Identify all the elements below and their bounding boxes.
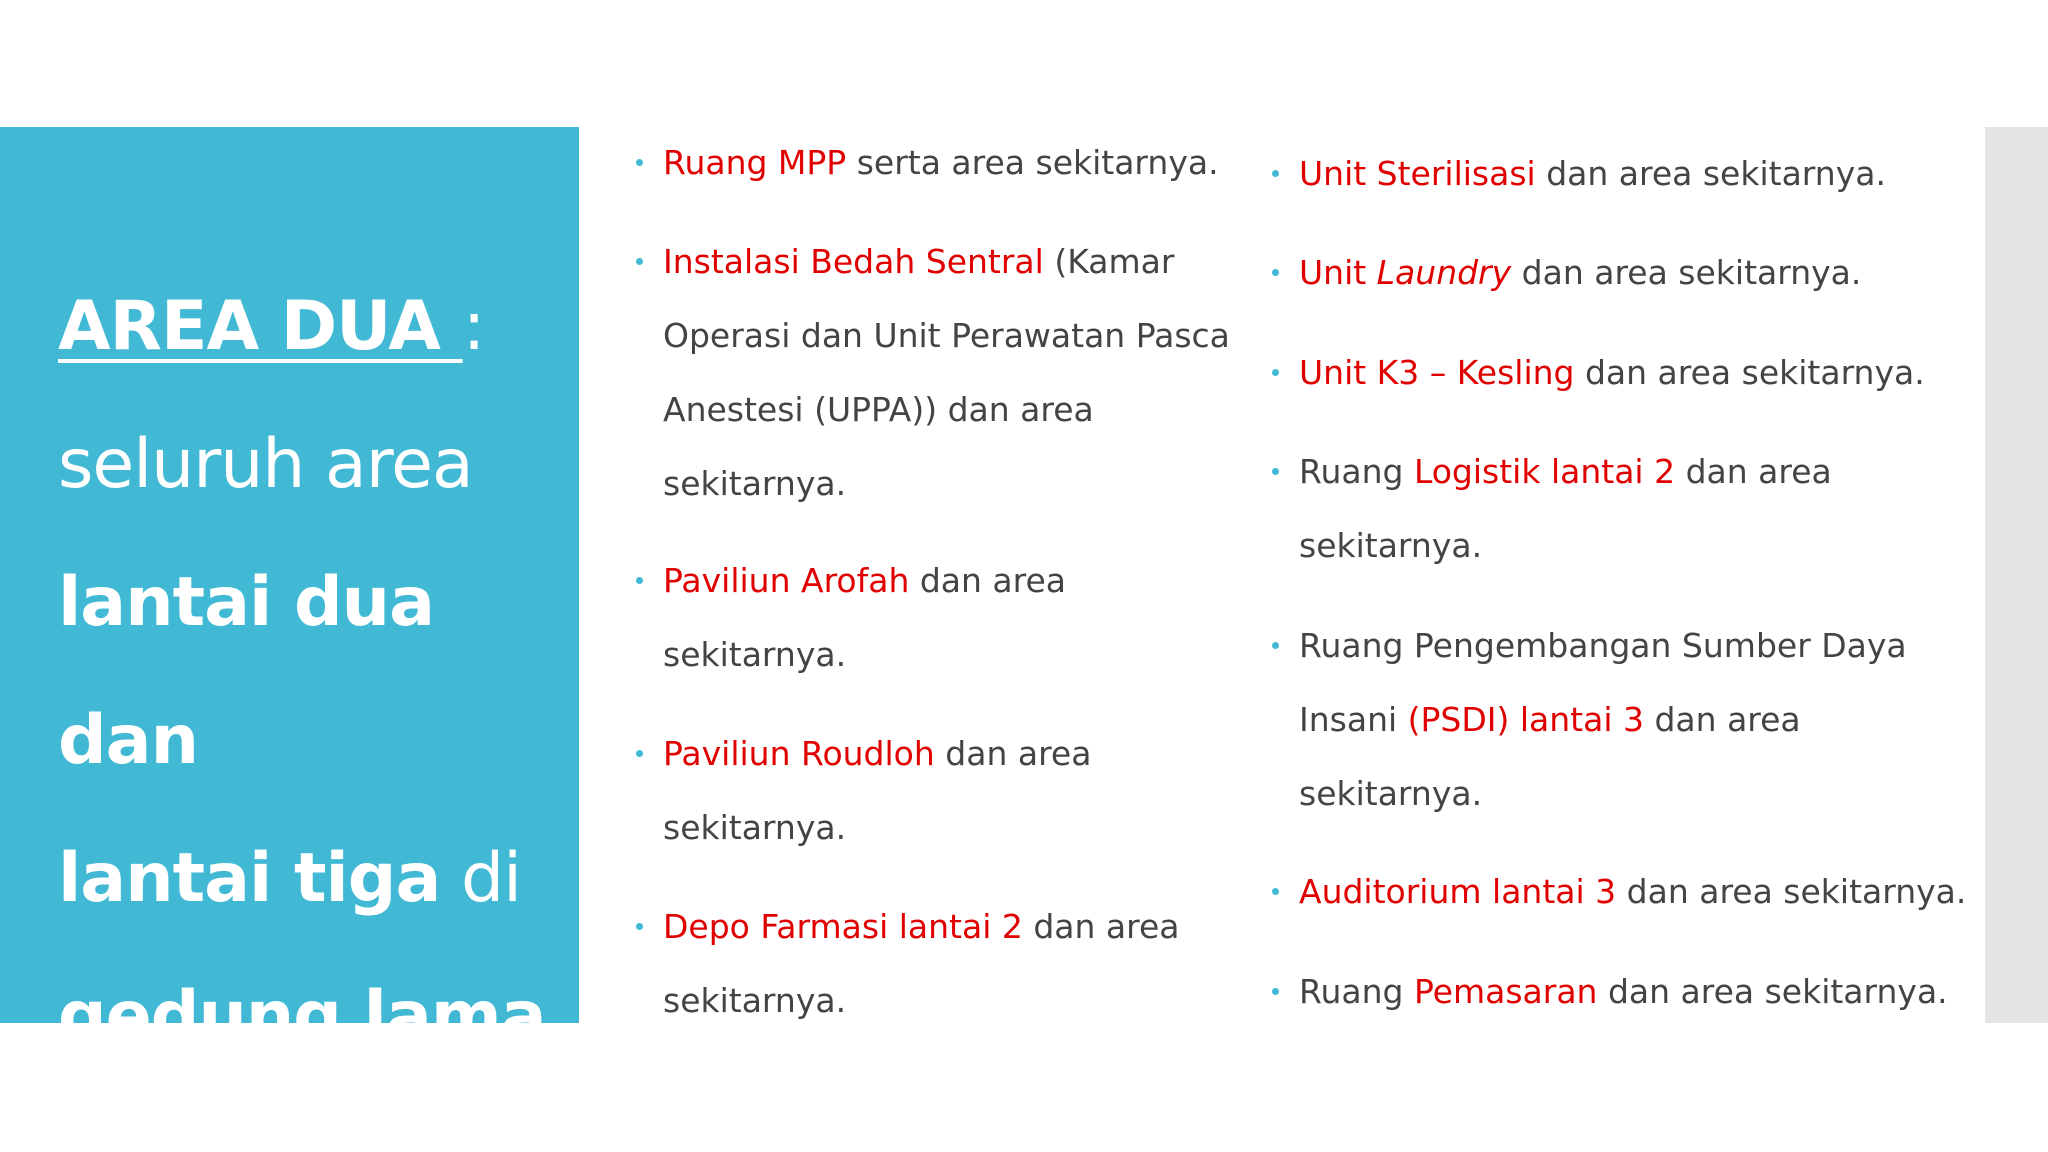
- highlighted-text: Laundry: [1376, 253, 1512, 292]
- highlighted-text: Ruang MPP: [663, 143, 847, 182]
- left-list-item-2-line-1: [663, 225, 1174, 299]
- left-list-item-3-line-2: [663, 618, 846, 692]
- title-line-4-bold: lantai tiga: [58, 839, 441, 918]
- highlighted-text: (PSDI) lantai 3: [1407, 700, 1644, 739]
- plain-text: Ruang: [1299, 452, 1414, 491]
- right-list-item-5-line-1: [1299, 609, 1907, 683]
- plain-text: sekitarnya.: [663, 464, 847, 503]
- highlighted-text: Logistik lantai 2: [1413, 452, 1676, 491]
- bullet-icon: [636, 577, 643, 584]
- highlighted-text: Unit K3 – Kesling: [1299, 353, 1575, 392]
- title-line-4-rest: di: [440, 839, 522, 918]
- plain-text: sekitarnya.: [663, 635, 847, 674]
- title-heading: AREA DUA: [58, 287, 463, 366]
- title-line-4: [58, 810, 568, 948]
- left-list-item-2-line-3: [663, 373, 1094, 447]
- plain-text: Ruang: [1299, 972, 1414, 1011]
- bullet-icon: [1272, 468, 1279, 475]
- left-list-item-4-line-2: [663, 791, 846, 865]
- bullet-icon: [636, 159, 643, 166]
- highlighted-text: Paviliun Arofah: [663, 561, 910, 600]
- left-list-item-1-line-1: [663, 126, 1219, 200]
- plain-text: dan area sekitarnya.: [1597, 972, 1948, 1011]
- left-list-item-3-line-1: [663, 544, 1066, 618]
- plain-text: serta area sekitarnya.: [846, 143, 1219, 182]
- right-list-item-3-line-1: [1299, 336, 1925, 410]
- plain-text: sekitarnya.: [1299, 774, 1483, 813]
- plain-text: Insani: [1299, 700, 1408, 739]
- title-line-5: gedung lama: [58, 977, 546, 1056]
- title-line-3: lantai dua dan: [58, 563, 434, 780]
- plain-text: Ruang Pengembangan Sumber Daya: [1299, 626, 1907, 665]
- bullet-icon: [1272, 888, 1279, 895]
- title-line-1: [58, 258, 568, 396]
- plain-text: dan area: [909, 561, 1067, 600]
- right-list-item-4-line-2: [1299, 509, 1482, 583]
- left-list-item-4-line-1: [663, 717, 1091, 791]
- right-list-item-2-line-1: [1299, 236, 1861, 310]
- bullet-icon: [1272, 170, 1279, 177]
- left-list-item-2-line-4: [663, 447, 846, 521]
- highlighted-text: Depo Farmasi lantai 2: [663, 907, 1023, 946]
- plain-text: dan area sekitarnya.: [1511, 253, 1862, 292]
- plain-text: sekitarnya.: [663, 981, 847, 1020]
- bullet-icon: [1272, 369, 1279, 376]
- plain-text: dan area: [1022, 907, 1180, 946]
- slide-title: [58, 258, 568, 1086]
- right-edge-strip: [1985, 127, 2048, 1023]
- plain-text: sekitarnya.: [663, 808, 847, 847]
- plain-text: dan area: [1675, 452, 1832, 491]
- bullet-icon: [636, 923, 643, 930]
- highlighted-text: Paviliun Roudloh: [663, 734, 935, 773]
- title-line-2: seluruh area: [58, 425, 473, 504]
- right-list-item-7-line-1: [1299, 955, 1948, 1029]
- plain-text: dan area: [934, 734, 1092, 773]
- highlighted-text: Unit Sterilisasi: [1299, 154, 1536, 193]
- plain-text: dan area sekitarnya.: [1535, 154, 1886, 193]
- highlighted-text: Instalasi Bedah Sentral: [663, 242, 1044, 281]
- plain-text: dan area: [1644, 700, 1801, 739]
- highlighted-text: Auditorium lantai 3: [1299, 872, 1617, 911]
- right-list-item-5-line-2: [1299, 683, 1801, 757]
- right-list-item-6-line-1: [1299, 855, 1966, 929]
- title-colon: :: [462, 287, 485, 366]
- right-list-item-5-line-3: [1299, 757, 1482, 831]
- left-list-item-5-line-1: [663, 890, 1180, 964]
- plain-text: (Kamar: [1043, 242, 1175, 281]
- bullet-icon: [1272, 269, 1279, 276]
- plain-text: sekitarnya.: [1299, 526, 1483, 565]
- bullet-icon: [636, 258, 643, 265]
- right-list-item-1-line-1: [1299, 137, 1886, 211]
- bullet-icon: [1272, 988, 1279, 995]
- bullet-icon: [636, 750, 643, 757]
- bullet-icon: [1272, 642, 1279, 649]
- left-list-item-2-line-2: [663, 299, 1230, 373]
- plain-text: dan area sekitarnya.: [1574, 353, 1925, 392]
- highlighted-text: Pemasaran: [1413, 972, 1598, 1011]
- left-list-item-5-line-2: [663, 964, 846, 1038]
- right-list-item-4-line-1: [1299, 435, 1832, 509]
- highlighted-text: Unit: [1299, 253, 1377, 292]
- plain-text: Operasi dan Unit Perawatan Pasca: [663, 316, 1230, 355]
- plain-text: Anestesi (UPPA)) dan area: [663, 390, 1094, 429]
- plain-text: dan area sekitarnya.: [1616, 872, 1967, 911]
